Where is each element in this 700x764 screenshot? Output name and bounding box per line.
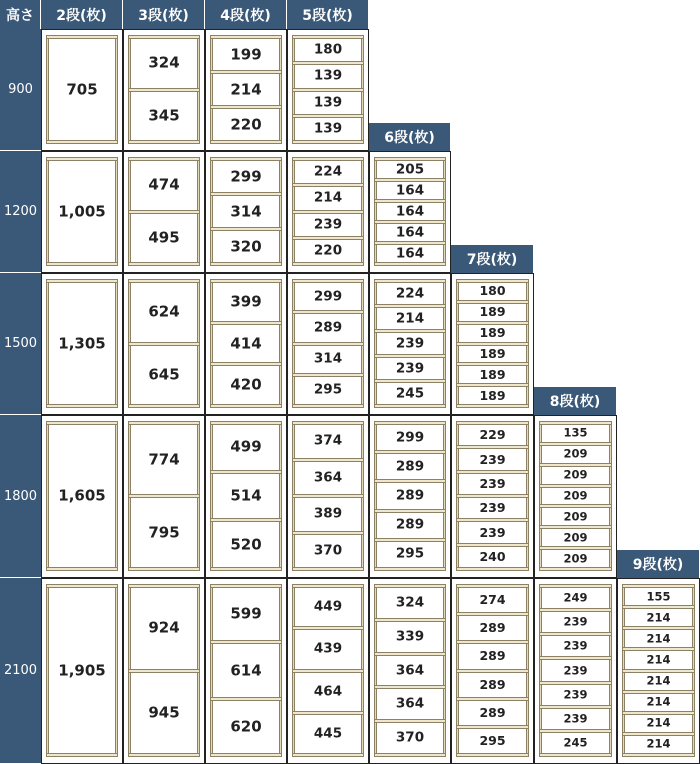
column-header: 2段(枚) [41,0,123,29]
shelf-spacing-value: 299 [313,287,343,304]
shelf-cell [287,578,369,764]
shelf-spacing-value: 389 [313,505,343,522]
shelf-beam [46,279,118,283]
shelf-cell [287,415,369,578]
shelf-beam [46,404,118,408]
shelf-spacing-value: 439 [313,640,343,657]
shelf-beam [292,210,364,214]
shelf-spacing-value: 205 [395,160,425,177]
shelf-beam [292,236,364,240]
shelf-spacing-value: 795 [148,523,180,541]
shelf-beam [456,612,529,616]
shelf-beam [128,494,200,498]
shelf-beam [292,279,364,283]
shelf-beam [210,470,282,474]
shelf-beam [456,470,529,474]
shelf-spacing-value: 164 [395,244,425,261]
shelf-cell [287,29,369,151]
shelf-spacing-value: 399 [230,292,262,311]
shelf-beam [456,445,529,449]
shelf-cell [287,273,369,415]
shelf-spacing-value: 364 [395,695,425,712]
shelf-spacing-value: 209 [563,488,588,503]
shelf-beam [128,157,200,161]
shelf-beam [210,105,282,109]
shelf-spacing-value: 139 [313,67,343,84]
shelf-spacing-value: 324 [148,53,180,72]
shelf-beam [539,484,612,488]
shelf-spacing-value: 214 [395,309,425,326]
shelf-beam [374,685,446,689]
row-height-label: 2100 [0,578,41,764]
shelf-spacing-value: 289 [479,648,506,664]
shelf-spacing-value: 214 [313,189,343,206]
shelf-spacing-value: 705 [66,80,98,98]
shelf-spacing-value: 945 [148,703,180,722]
row-height-label: 1800 [0,415,41,578]
shelf-cell [369,415,451,578]
shelf-beam [46,753,118,757]
shelf-spacing-value: 239 [479,524,506,540]
shelf-beam [128,210,200,214]
shelf-beam [539,584,612,588]
shelf-beam [128,88,200,92]
shelf-beam [128,567,200,571]
shelf-cell [123,578,205,764]
shelf-beam [456,421,529,425]
shelf-spacing-value: 324 [395,594,425,611]
shelf-beam [539,442,612,446]
shelf-beam [622,647,695,651]
shelf-beam [539,463,612,467]
shelf-spacing-value: 314 [230,202,262,220]
column-header: 6段(枚) [369,123,451,151]
shelf-cell [451,415,534,578]
shelf-spacing-value: 289 [395,458,425,475]
shelf-beam [210,157,282,161]
shelf-beam [46,421,118,425]
shelf-beam [128,421,200,425]
shelf-cell [41,273,123,415]
shelf-spacing-value: 289 [395,516,425,533]
shelf-beam [456,697,529,701]
shelf-spacing-value: 189 [479,324,506,340]
shelf-spacing-value: 345 [148,106,180,125]
shelf-spacing-value: 320 [230,237,262,255]
shelf-cell [369,273,451,415]
shelf-spacing-value: 289 [479,676,506,692]
column-header: 9段(枚) [617,550,700,578]
shelf-cell [41,578,123,764]
shelf-spacing-value: 209 [563,509,588,524]
shelf-cell [451,578,534,764]
shelf-spacing-value: 420 [230,375,262,394]
shelf-beam [292,669,364,673]
shelf-beam [456,567,529,571]
shelf-spacing-value: 199 [230,45,262,63]
shelf-spacing-value: 220 [230,115,262,133]
shelf-spacing-value: 464 [313,682,343,699]
shelf-spacing-value: 209 [563,446,588,461]
shelf-beam [210,697,282,701]
shelf-cell [123,273,205,415]
shelf-beam [210,140,282,144]
shelf-beam [46,567,118,571]
shelf-beam [210,518,282,522]
shelf-cell [205,578,287,764]
row-height-label: 900 [0,29,41,151]
shelf-beam [292,626,364,630]
shelf-spacing-value: 239 [479,499,506,515]
shelf-beam [46,584,118,588]
shelf-beam [128,404,200,408]
shelf-beam [292,35,364,39]
shelf-beam [292,421,364,425]
shelf-spacing-value: 229 [479,426,506,442]
shelf-spacing-value: 239 [395,359,425,376]
row-height-label: 1200 [0,151,41,273]
shelf-beam [128,342,200,346]
shelf-beam [128,279,200,283]
shelf-spacing-value: 299 [395,428,425,445]
shelf-beam [292,753,364,757]
shelf-beam [210,35,282,39]
shelf-beam [539,753,612,757]
shelf-cell [41,151,123,273]
shelf-beam [456,640,529,644]
shelf-beam [374,304,446,308]
column-header: 5段(枚) [287,0,369,29]
shelf-beam [210,584,282,588]
shelf-spacing-value: 449 [313,598,343,615]
shelf-beam [128,262,200,266]
shelf-spacing-value: 214 [646,631,671,646]
shelf-beam [292,310,364,314]
shelf-spacing-value: 474 [148,175,180,194]
shelf-beam [374,753,446,757]
column-header: 3段(枚) [123,0,205,29]
shelf-cell [451,273,534,415]
shelf-cell [123,151,205,273]
shelf-cell [205,415,287,578]
shelf-beam [292,567,364,571]
shelf-beam [374,262,446,266]
shelf-beam [622,584,695,588]
shelf-beam [210,404,282,408]
shelf-beam [292,711,364,715]
column-header: 4段(枚) [205,0,287,29]
shelf-beam [539,656,612,660]
shelf-beam [456,753,529,757]
shelf-beam [456,543,529,547]
shelf-cell [369,578,451,764]
shelf-spacing-value: 189 [479,366,506,382]
shelf-beam [292,88,364,92]
shelf-beam [292,531,364,535]
shelf-beam [292,114,364,118]
shelf-beam [292,61,364,65]
shelf-spacing-value: 189 [479,345,506,361]
shelf-cell [123,29,205,151]
shelf-beam [622,626,695,630]
shelf-spacing-value: 1,605 [58,486,106,505]
shelf-beam [374,618,446,622]
shelf-beam [210,70,282,74]
shelf-spacing-value: 239 [479,451,506,467]
shelf-beam [456,669,529,673]
shelf-beam [46,157,118,161]
shelf-spacing-value: 135 [563,425,588,440]
shelf-cell [617,578,700,764]
shelf-beam [456,518,529,522]
shelf-spacing-value: 239 [395,334,425,351]
shelf-beam [374,450,446,454]
shelf-spacing-value: 289 [395,487,425,504]
shelf-spacing-value: 245 [395,384,425,401]
shelf-spacing-value: 240 [479,548,506,564]
shelf-spacing-value: 224 [313,163,343,180]
shelf-beam [374,329,446,333]
shelf-beam [46,35,118,39]
shelf-beam [292,494,364,498]
shelf-beam [210,362,282,366]
shelf-spacing-value: 1,005 [58,202,106,220]
shelf-beam [374,404,446,408]
shelf-beam [128,140,200,144]
shelf-beam [374,538,446,542]
shelf-beam [539,705,612,709]
shelf-spacing-value: 314 [313,350,343,367]
shelf-spacing-value: 139 [313,120,343,137]
shelf-spacing-value: 214 [646,609,671,624]
shelf-beam [292,458,364,462]
shelf-beam [46,140,118,144]
shelf-spacing-value: 364 [313,469,343,485]
shelf-spacing-value: 214 [646,652,671,667]
shelf-beam [292,262,364,266]
shelf-beam [128,753,200,757]
shelf-beam [374,421,446,425]
column-header: 7段(枚) [451,245,534,273]
shelf-beam [210,262,282,266]
shelf-spacing-value: 239 [479,475,506,491]
shelf-spacing-value: 364 [395,661,425,678]
shelf-beam [622,732,695,736]
shelf-spacing-value: 239 [313,215,343,232]
shelf-spacing-value: 620 [230,717,262,736]
shelf-beam [128,584,200,588]
shelf-spacing-value: 339 [395,627,425,644]
row-height-label: 1500 [0,273,41,415]
shelf-beam [374,719,446,723]
shelf-beam [622,753,695,757]
shelf-beam [456,404,529,408]
shelf-beam [210,192,282,196]
shelf-beam [292,140,364,144]
shelf-beam [374,584,446,588]
shelf-beam [539,681,612,685]
shelf-beam [622,669,695,673]
shelf-beam [539,421,612,425]
shelf-beam [622,605,695,609]
shelf-spacing-value: 624 [148,302,180,321]
shelf-spacing-value: 155 [646,588,671,603]
shelf-beam [292,183,364,187]
shelf-beam [456,725,529,729]
shelf-spacing-value: 214 [646,736,671,751]
shelf-beam [374,279,446,283]
shelf-spacing-value: 614 [230,661,262,679]
shelf-spacing-value: 164 [395,181,425,198]
shelf-spacing-value: 164 [395,202,425,219]
shelf-cell [205,273,287,415]
shelf-spacing-value: 495 [148,228,180,247]
shelf-cell [205,151,287,273]
shelf-beam [374,479,446,483]
shelf-cell [41,415,123,578]
shelf-beam [456,494,529,498]
shelf-spacing-value: 289 [479,704,506,720]
shelf-beam [292,157,364,161]
shelf-beam [456,584,529,588]
shelf-beam [622,690,695,694]
shelf-cell [123,415,205,578]
shelf-spacing-value: 514 [230,486,262,505]
shelf-spacing-value: 239 [563,638,588,653]
shelf-beam [374,354,446,358]
shelf-cell [205,29,287,151]
shelf-beam [292,404,364,408]
shelf-beam [539,608,612,612]
shelf-spacing-value: 220 [313,242,343,259]
shelf-beam [210,279,282,283]
column-header: 8段(枚) [534,387,617,415]
shelf-spacing-value: 774 [148,450,180,468]
shelf-spacing-value: 209 [563,550,588,565]
shelf-beam [539,504,612,508]
shelf-spacing-value: 414 [230,334,262,352]
shelf-spacing-value: 214 [646,715,671,730]
shelf-spacing-value: 645 [148,365,180,384]
shelf-spacing-value: 239 [563,614,588,629]
corner-header: 高さ [0,0,41,29]
shelf-beam [374,509,446,513]
shelf-spacing-value: 139 [313,93,343,110]
shelf-beam [622,711,695,715]
shelf-spacing-value: 214 [230,80,262,98]
shelf-spacing-value: 370 [313,542,343,558]
shelf-beam [210,321,282,325]
shelf-spacing-value: 274 [479,591,506,607]
shelf-spacing-value: 249 [563,590,588,605]
shelf-spacing-value: 164 [395,223,425,240]
shelf-spacing-value: 214 [646,673,671,688]
shelf-spacing-value: 299 [230,167,262,185]
shelf-spacing-value: 289 [479,620,506,635]
shelf-spacing-value: 295 [395,545,425,562]
shelf-beam [374,567,446,571]
shelf-spacing-value: 295 [313,381,343,398]
shelf-spacing-value: 370 [395,729,425,746]
shelf-spacing-value: 445 [313,725,343,742]
shelf-spacing-value: 189 [479,387,506,403]
shelf-spacing-value: 245 [563,735,588,750]
shelf-spacing-value: 180 [313,41,343,58]
shelf-beam [128,669,200,673]
shelf-beam [292,342,364,346]
shelf-beam [210,567,282,571]
shelf-beam [210,640,282,644]
shelf-spacing-value: 499 [230,437,262,456]
shelf-spacing-value: 189 [479,304,506,319]
shelf-spacing-value: 209 [563,467,588,482]
shelf-cell [534,578,617,764]
shelf-beam [210,753,282,757]
shelf-spacing-value: 224 [395,284,425,301]
shelf-spacing-value: 239 [563,711,588,726]
shelf-beam [292,373,364,377]
shelf-beam [374,652,446,656]
shelf-cell [369,151,451,273]
shelf-spacing-value: 374 [313,432,343,449]
shelf-cell [534,415,617,578]
shelf-beam [128,35,200,39]
shelf-spacing-value: 239 [563,686,588,701]
shelf-spacing-value: 180 [479,283,506,299]
shelf-spacing-value: 1,305 [58,334,106,352]
shelf-spacing-value: 295 [479,732,506,748]
shelf-spacing-value: 214 [646,694,671,709]
shelf-beam [539,567,612,571]
shelf-beam [374,379,446,383]
shelf-beam [539,632,612,636]
shelf-spacing-value: 289 [313,319,343,336]
shelf-cell [287,151,369,273]
shelf-spacing-value: 209 [563,529,588,544]
shelf-spacing-value: 520 [230,535,262,554]
shelf-spacing-value: 924 [148,618,180,637]
shelf-beam [46,262,118,266]
shelf-beam [539,729,612,733]
shelf-beam [210,227,282,231]
shelf-spacing-value: 239 [563,662,588,677]
shelf-beam [539,546,612,550]
shelf-cell [41,29,123,151]
shelf-beam [210,421,282,425]
shelf-spacing-value: 1,905 [58,661,106,679]
shelf-beam [292,584,364,588]
shelf-beam [539,525,612,529]
shelf-spacing-value: 599 [230,604,262,623]
